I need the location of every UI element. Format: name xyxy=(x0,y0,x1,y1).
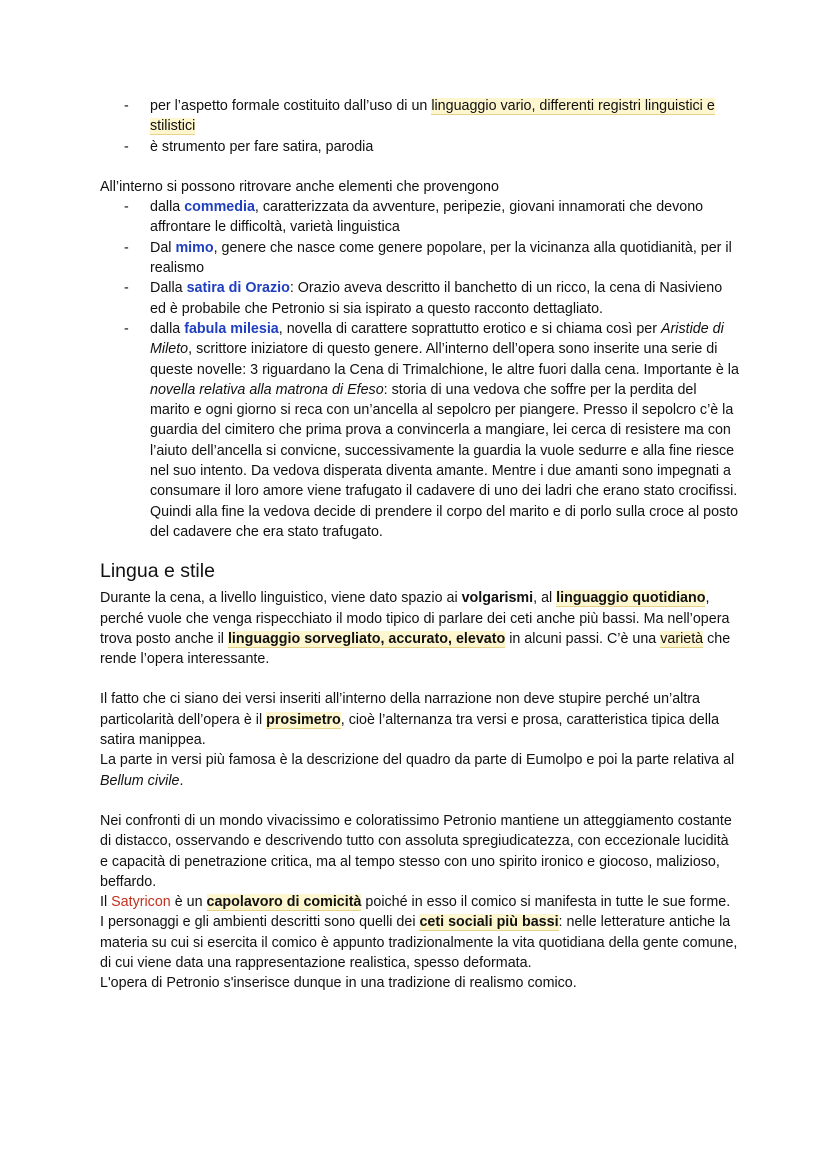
highlight: linguaggio vario, differenti registri linguistici e stilistici xyxy=(150,98,715,135)
list-item: - Dal mimo, genere che nasce come genere popolare, per la vicinanza alla quotidianità, per il realismo xyxy=(100,238,740,279)
highlight: capolavoro di comicità xyxy=(206,894,362,911)
list-item: - dalla commedia, caratterizzata da avventure, peripezie, giovani innamorati che devono affrontare le difficoltà, varietà linguistica xyxy=(100,197,740,238)
term-mimo: mimo xyxy=(175,239,214,256)
list-item: - dalla fabula milesia, novella di carattere soprattutto erotico e si chiama così per Aristide di Mileto, scrittore iniziatore di questo genere. All’interno dell’opera sono inserite una serie di queste novelle: 3 riguardano la Cena di Trimalchione, le altre fuori dalla cena. Importante è la novella relativa alla matrona di Efeso: storia di una vedova che soffre per la perdita del marito e ogni giorno si reca con un’ancella al sepolcro per piangere. Presso il sepolcro c’è la guardia del cimitero che prima prova a convincerla a mangiare, lei cerca di resistere ma con l’aiuto dell’ancella si convicne, successivamente la guardia la vuole sedurre e alla fine riesce nel suo intento. Da vedova disperata diventa amante. Mentre i due amanti sono impegnati a consumare il loro amore viene trafugato il cadavere di uno dei ladri che erano stato crocifissi. Quindi alla fine la vedova decide di prendere il corpo del marito e di porlo sulla croce al posto del cadavere che era stato trafugato. xyxy=(100,319,740,542)
highlight: ceti sociali più bassi xyxy=(419,914,559,931)
list-item: - per l’aspetto formale costituito dall’uso di un linguaggio vario, differenti registri linguistici e stilistici xyxy=(100,96,740,137)
list-sources xyxy=(100,197,740,542)
paragraph-distacco: Nei confronti di un mondo vivacissimo e coloratissimo Petronio mantiene un atteggiamento costante di distacco, osservando e descrivendo tutto con assoluta spregiudicatezza, con eccezionale lucidità e capacità di penetrazione critica, ma al tempo stesso con uno spirito ironico e giocoso, malizioso, beffardo. xyxy=(100,812,732,890)
term-commedia: commedia xyxy=(184,199,255,216)
paragraph-personaggi: I personaggi e gli ambienti descritti sono quelli dei ceti sociali più bassi: nelle letterature antiche la materia su cui si esercita il comico è appunto tradizionalmente la vita quotidiana della gente comune, di cui viene data una rappresentazione realistica, spesso deformata. xyxy=(100,914,738,971)
list-item: - è strumento per fare satira, parodia xyxy=(100,137,740,157)
paragraph-versi: La parte in versi più famosa è la descrizione del quadro da parte di Eumolpo e poi la parte relativa al Bellum civile. xyxy=(100,752,735,789)
paragraph-realismo: L'opera di Petronio s'inserisce dunque in una tradizione di realismo comico. xyxy=(100,975,577,992)
list-item: - Dalla satira di Orazio: Orazio aveva descritto il banchetto di un ricco, la cena di Nasivieno ed è probabile che Petronio si sia ispirato a questo racconto dettagliato. xyxy=(100,278,740,319)
highlight: linguaggio sorvegliato, accurato, elevato xyxy=(227,630,506,647)
list-aspects xyxy=(100,96,740,157)
highlight: prosimetro xyxy=(266,711,341,728)
term-fabula-milesia: fabula milesia xyxy=(184,320,279,337)
term-satira-orazio: satira di Orazio xyxy=(186,280,290,297)
paragraph-satyricon: Il Satyricon è un capolavoro di comicità poiché in esso il comico si manifesta in tutte le sue forme. xyxy=(100,894,731,911)
section-heading: Lingua e stile xyxy=(100,560,215,583)
paragraph-lingua: Durante la cena, a livello linguistico, viene dato spazio ai volgarismi, al linguaggio quotidiano, perché vuole che venga rispecchiato il modo tipico di parlare dei ceti anche più bassi. Ma nell’opera trova posto anche il linguaggio sorvegliato, accurato, elevato in alcuni passi. C’è una varietà che rende l’opera interessante. xyxy=(100,590,731,668)
highlight: linguaggio quotidiano xyxy=(556,590,706,607)
highlight: varietà xyxy=(660,630,704,647)
paragraph-prosimetro: Il fatto che ci siano dei versi inseriti all’interno della narrazione non deve stupire perché un’altra particolarità dell’opera è il prosimetro, cioè l’alternanza tra versi e prosa, caratteristica tipica della satira manippea. xyxy=(100,691,720,749)
intro-paragraph: All’interno si possono ritrovare anche elementi che provengono xyxy=(100,178,499,195)
title-satyricon: Satyricon xyxy=(111,894,171,911)
document-page xyxy=(100,96,740,994)
